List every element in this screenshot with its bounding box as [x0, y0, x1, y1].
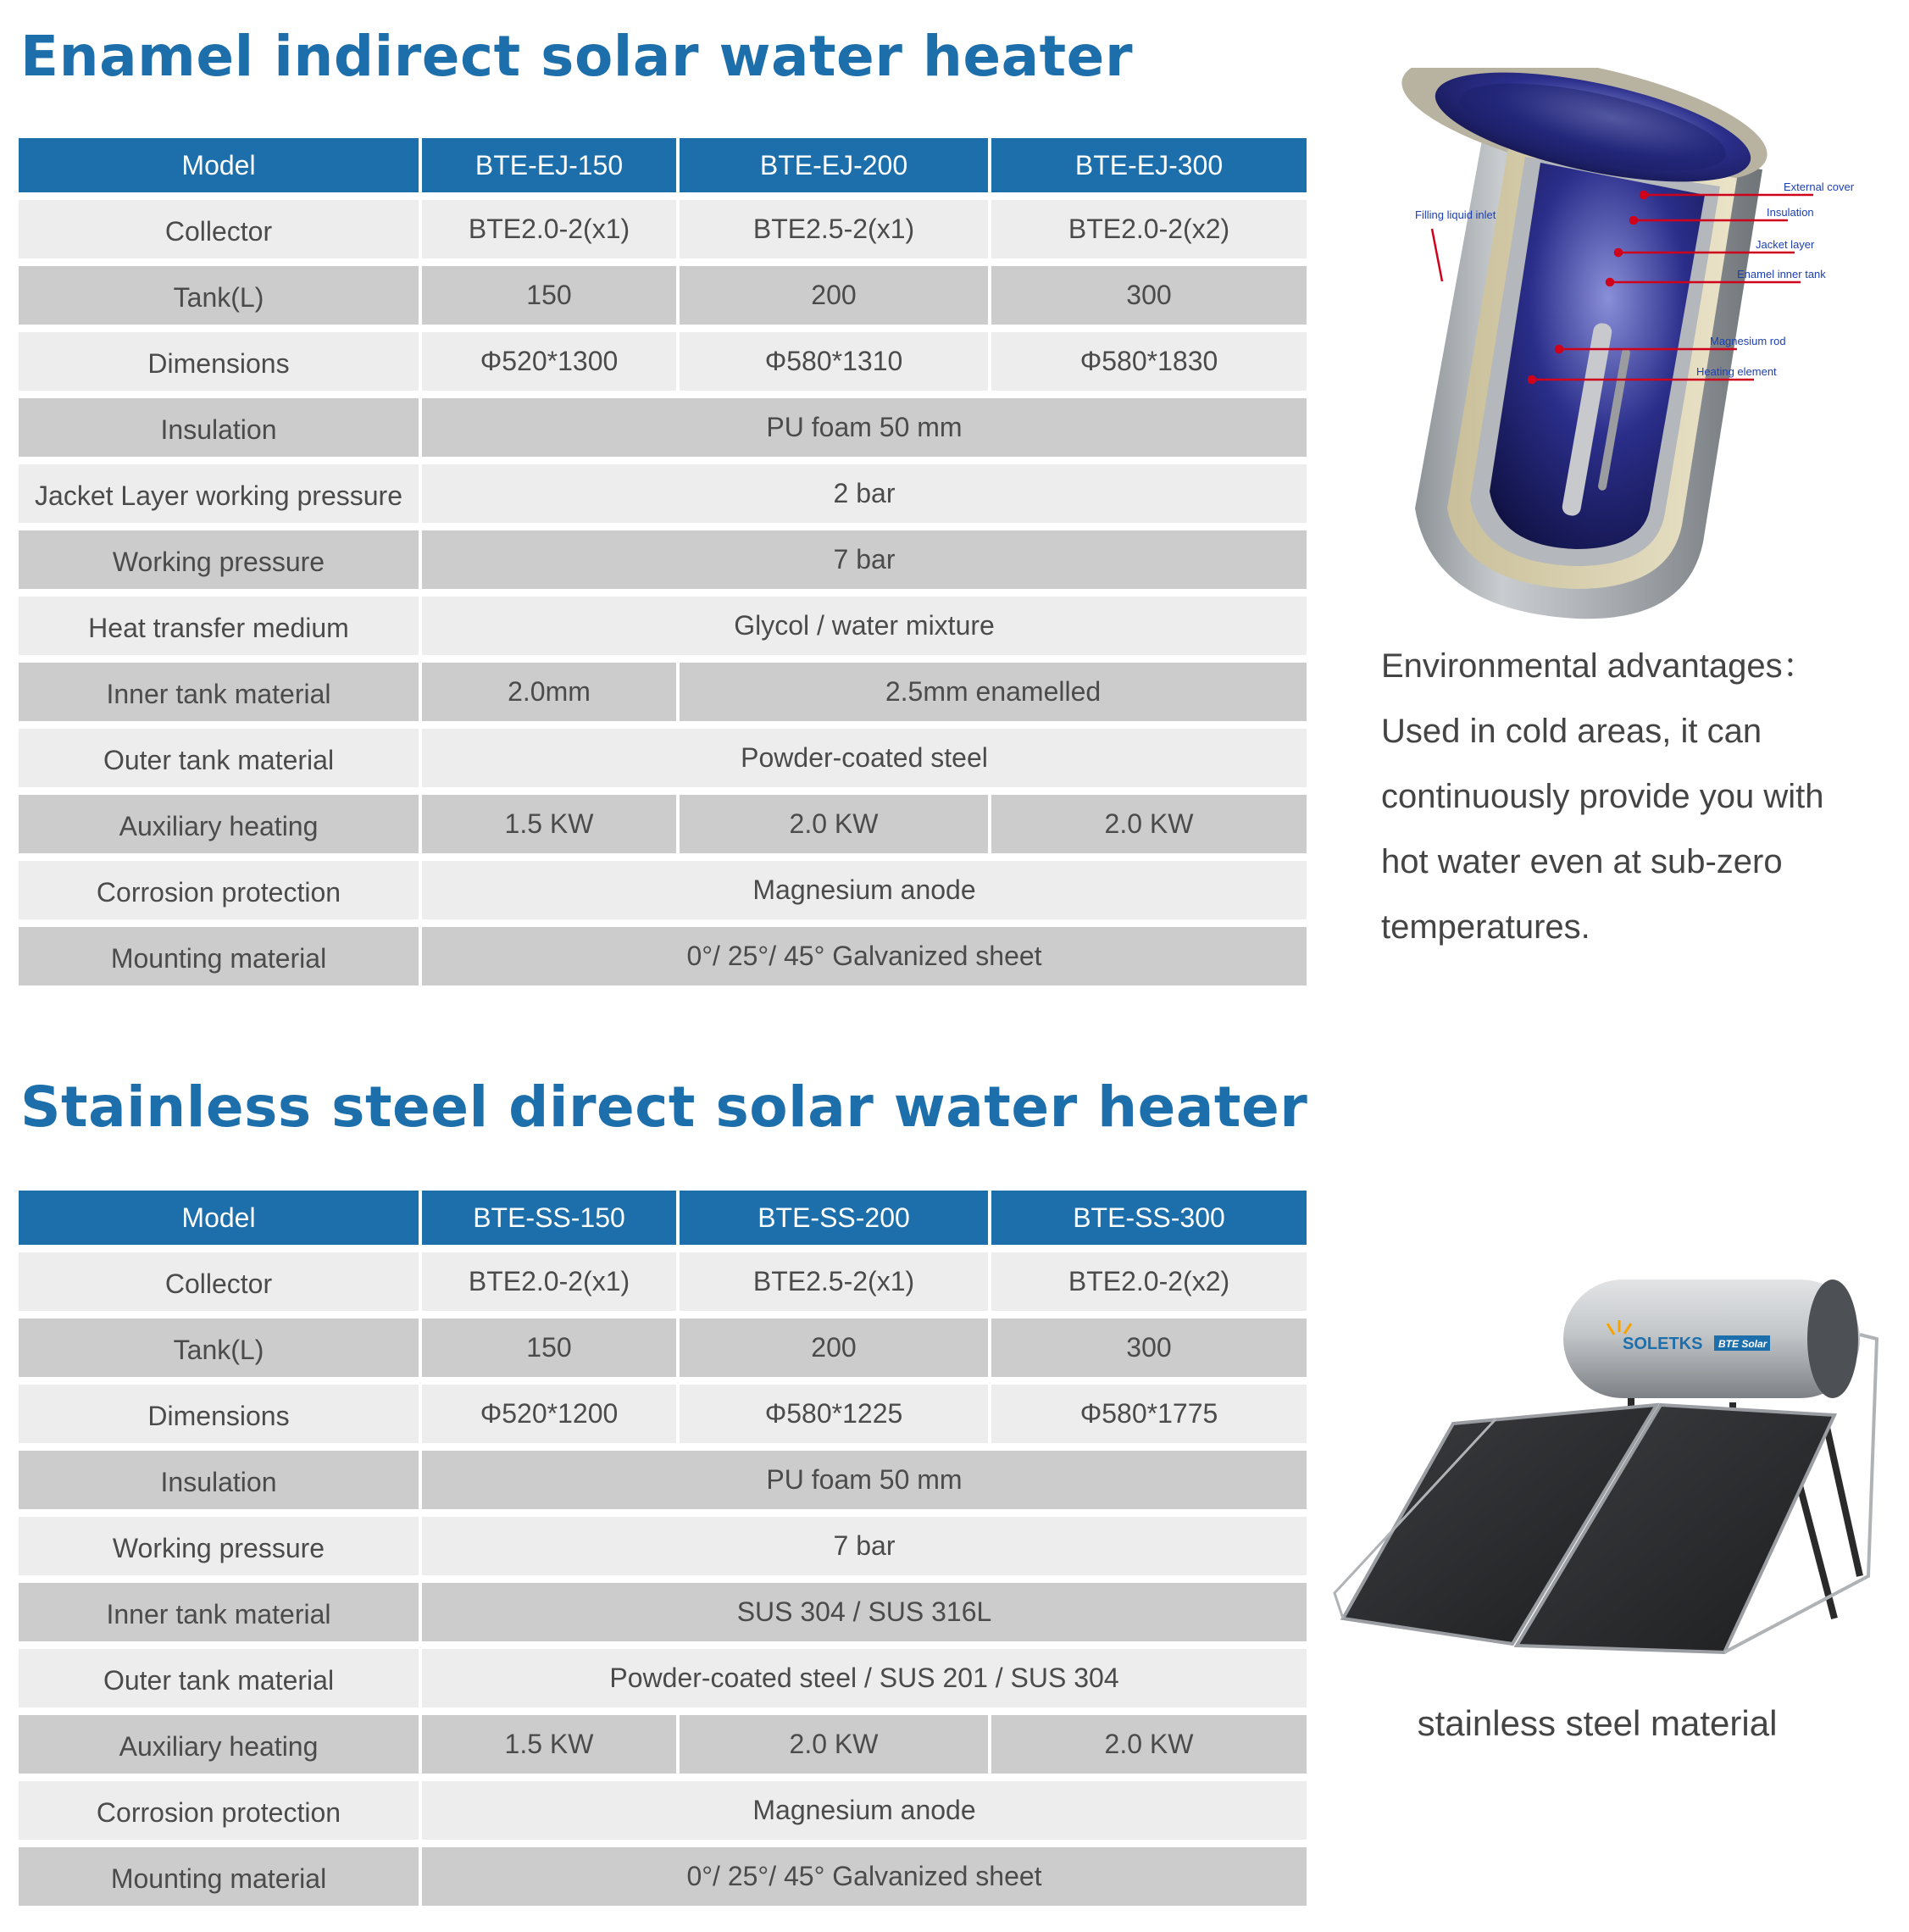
table-cell: 200: [680, 266, 988, 325]
table-cell: BTE2.0-2(x2): [991, 1252, 1307, 1311]
table-cell: 1.5 KW: [422, 1715, 676, 1774]
table-row: [19, 1451, 1307, 1509]
table-cell: 2.0 KW: [680, 795, 988, 853]
table-row: [19, 861, 1307, 919]
row-label: Outer tank material: [19, 1649, 419, 1707]
table-row: [19, 1583, 1307, 1641]
row-label: Outer tank material: [19, 729, 419, 787]
env-line: Environmental advantages：: [1381, 647, 1817, 685]
env-line: hot water even at sub-zero: [1381, 843, 1783, 880]
env-line: continuously provide you with: [1381, 778, 1824, 815]
table-row: [19, 200, 1307, 258]
table-cell: Magnesium anode: [422, 1781, 1307, 1840]
table-cell: 0°/ 25°/ 45° Galvanized sheet: [422, 1847, 1307, 1906]
label-enamel-inner-tank: Enamel inner tank: [1737, 268, 1826, 280]
table-row: [19, 1385, 1307, 1443]
table-cell: 2.0 KW: [680, 1715, 988, 1774]
row-label: Tank(L): [19, 266, 419, 325]
row-label: Inner tank material: [19, 1583, 419, 1641]
table-row: [19, 1517, 1307, 1575]
table-cell: 300: [991, 266, 1307, 325]
table-row: [19, 1781, 1307, 1840]
header-model-cell: Model: [19, 138, 419, 192]
table-cell: Powder-coated steel: [422, 729, 1307, 787]
label-jacket-layer: Jacket layer: [1756, 238, 1815, 251]
label-external-cover: External cover: [1784, 180, 1855, 193]
table-cell: 2.0 KW: [991, 1715, 1307, 1774]
solar-water-heater-icon: [1326, 1254, 1885, 1661]
table-row: [19, 729, 1307, 787]
tank-cutaway-icon: [1381, 68, 1873, 627]
header-model-name: BTE-EJ-150: [422, 138, 676, 192]
header-model-cell: Model: [19, 1191, 419, 1245]
row-label: Insulation: [19, 1451, 419, 1509]
table-cell: Φ520*1200: [422, 1385, 676, 1443]
table-row: [19, 398, 1307, 457]
header-model-name: BTE-SS-150: [422, 1191, 676, 1245]
table-cell: 200: [680, 1319, 988, 1377]
row-label: Mounting material: [19, 1847, 419, 1906]
table-cell: 2.0 KW: [991, 795, 1307, 853]
table-header-row: [19, 1191, 1307, 1245]
table-cell: 0°/ 25°/ 45° Galvanized sheet: [422, 927, 1307, 985]
row-label: Insulation: [19, 398, 419, 457]
table-cell: Φ580*1225: [680, 1385, 988, 1443]
table-row: [19, 332, 1307, 391]
row-label: Jacket Layer working pressure: [19, 464, 419, 523]
row-label: Mounting material: [19, 927, 419, 985]
table-cell: 7 bar: [422, 1517, 1307, 1575]
row-label: Collector: [19, 1252, 419, 1311]
table-cell: BTE2.0-2(x2): [991, 200, 1307, 258]
env-line: Used in cold areas, it can: [1381, 713, 1762, 750]
table-cell: Φ580*1310: [680, 332, 988, 391]
row-label: Auxiliary heating: [19, 1715, 419, 1774]
row-label: Heat transfer medium: [19, 597, 419, 655]
row-label: Tank(L): [19, 1319, 419, 1377]
table-row: [19, 530, 1307, 589]
env-line: temperatures.: [1381, 908, 1590, 946]
label-heating-element: Heating element: [1696, 365, 1777, 378]
table-cell: BTE2.5-2(x1): [680, 200, 988, 258]
row-label: Dimensions: [19, 1385, 419, 1443]
table-row: [19, 1319, 1307, 1377]
product-caption: stainless steel material: [1417, 1703, 1778, 1743]
table-cell: BTE2.0-2(x1): [422, 1252, 676, 1311]
table-cell: 2.5mm enamelled: [680, 663, 1307, 721]
table-row: [19, 1252, 1307, 1311]
label-insulation: Insulation: [1767, 206, 1814, 219]
row-label: Corrosion protection: [19, 861, 419, 919]
header-model-name: BTE-EJ-300: [991, 138, 1307, 192]
table-cell: BTE2.0-2(x1): [422, 200, 676, 258]
sub-brand-label: BTE Solar: [1718, 1338, 1767, 1350]
row-label: Inner tank material: [19, 663, 419, 721]
table-cell: Φ580*1830: [991, 332, 1307, 391]
table-row: [19, 663, 1307, 721]
table-cell: 150: [422, 1319, 676, 1377]
table-cell: Powder-coated steel / SUS 201 / SUS 304: [422, 1649, 1307, 1707]
section-title-stainless: Stainless steel direct solar water heater: [20, 1074, 1308, 1140]
table-cell: 2.0mm: [422, 663, 676, 721]
section-title-enamel: Enamel indirect solar water heater: [20, 24, 1133, 89]
table-row: [19, 795, 1307, 853]
table-row: [19, 1649, 1307, 1707]
table-cell: 2 bar: [422, 464, 1307, 523]
table-cell: Glycol / water mixture: [422, 597, 1307, 655]
table-row: [19, 464, 1307, 523]
table-cell: PU foam 50 mm: [422, 398, 1307, 457]
table-cell: 7 bar: [422, 530, 1307, 589]
table-row: [19, 1715, 1307, 1774]
row-label: Working pressure: [19, 1517, 419, 1575]
table-row: [19, 927, 1307, 985]
brand-label: SOLETKS: [1623, 1335, 1703, 1353]
header-model-name: BTE-SS-200: [680, 1191, 988, 1245]
table-cell: SUS 304 / SUS 316L: [422, 1583, 1307, 1641]
spec-table-stainless: [15, 1183, 1310, 1913]
table-cell: 1.5 KW: [422, 795, 676, 853]
table-row: [19, 1847, 1307, 1906]
table-row: [19, 597, 1307, 655]
table-cell: 300: [991, 1319, 1307, 1377]
label-magnesium-rod: Magnesium rod: [1710, 335, 1786, 347]
table-cell: BTE2.5-2(x1): [680, 1252, 988, 1311]
environmental-advantages-text: [1381, 634, 1856, 960]
row-label: Working pressure: [19, 530, 419, 589]
table-cell: 150: [422, 266, 676, 325]
spec-table-enamel: [15, 130, 1310, 993]
row-label: Dimensions: [19, 332, 419, 391]
table-cell: Magnesium anode: [422, 861, 1307, 919]
table-cell: PU foam 50 mm: [422, 1451, 1307, 1509]
row-label: Auxiliary heating: [19, 795, 419, 853]
header-model-name: BTE-SS-300: [991, 1191, 1307, 1245]
table-row: [19, 266, 1307, 325]
table-header-row: [19, 138, 1307, 192]
label-filling-liquid-inlet: Filling liquid inlet: [1415, 208, 1496, 221]
header-model-name: BTE-EJ-200: [680, 138, 988, 192]
table-cell: Φ520*1300: [422, 332, 676, 391]
row-label: Corrosion protection: [19, 1781, 419, 1840]
row-label: Collector: [19, 200, 419, 258]
table-cell: Φ580*1775: [991, 1385, 1307, 1443]
